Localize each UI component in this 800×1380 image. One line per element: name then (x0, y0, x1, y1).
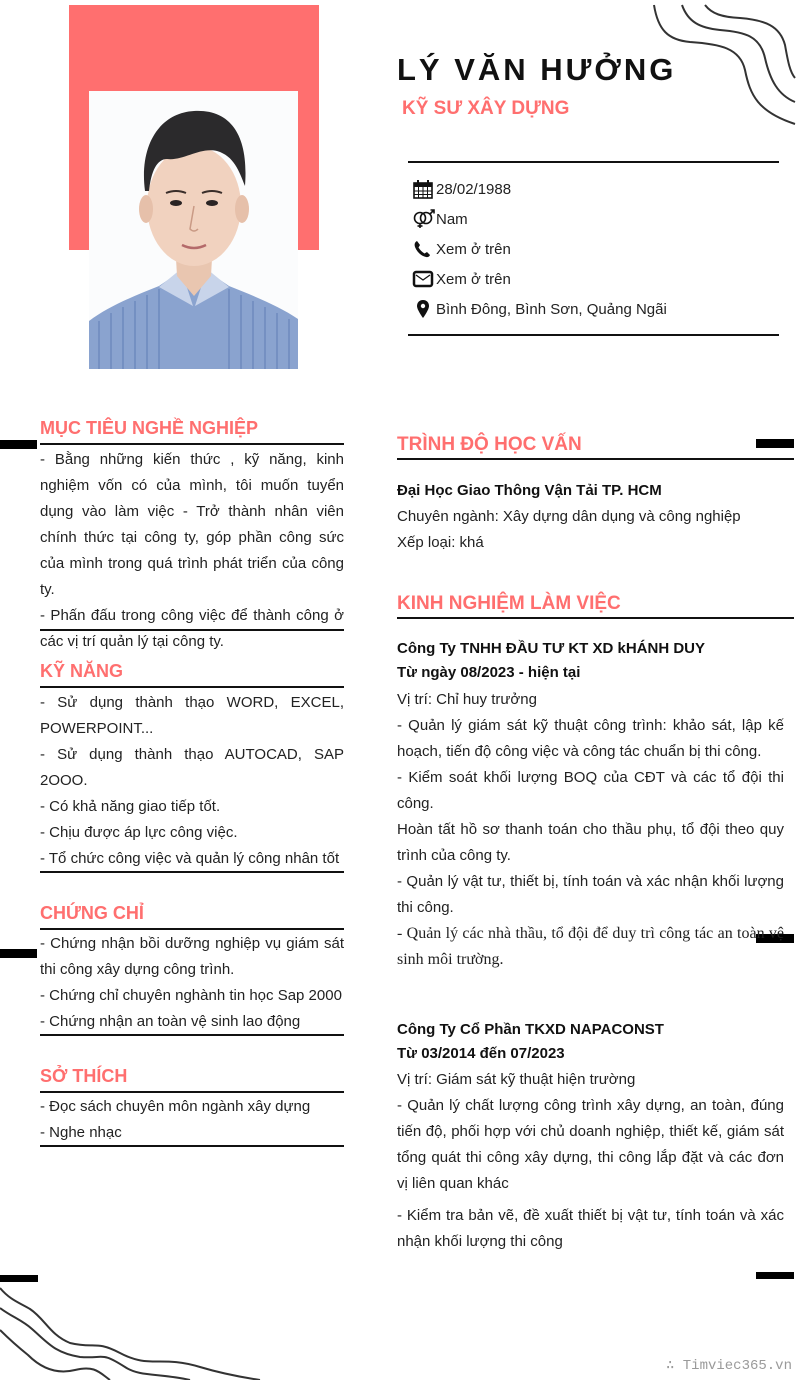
contact-address (412, 298, 667, 320)
divider (40, 443, 344, 445)
gender-value: Nam (436, 210, 468, 228)
divider (40, 1145, 344, 1147)
divider (40, 686, 344, 688)
job-duty: - Kiểm tra bản vẽ, đề xuất thiết bị vật tư, tính toán và xác nhận khối lượng thi công (397, 1207, 784, 1250)
section-title-education: TRÌNH ĐỘ HỌC VẤN (397, 434, 582, 455)
job-duty: - Quản lý vật tư, thiết bị, tính toán và xác nhận khối lượng thi công. (397, 873, 784, 916)
birthdate-value: 28/02/1988 (436, 180, 512, 198)
divider (397, 458, 794, 460)
portrait-icon (89, 91, 298, 369)
divider (40, 1034, 344, 1036)
side-marker (0, 949, 37, 958)
watermark: ∴ Timviec365.vn (665, 1358, 792, 1374)
job-header (397, 1018, 784, 1066)
divider (40, 1091, 344, 1093)
objective-line: - Bằng những kiến thức , kỹ năng, kinh nghiệm vốn có của mình, tôi muốn tuyển dụng vào làm việc - Trở thành nhân viên chính thức tại công ty, góp phần công sức của mình trong quá trình phát triển của công ty. (40, 451, 344, 598)
section-title-experience: KINH NGHIỆM LÀM VIỆC (397, 593, 621, 614)
phone-icon (412, 238, 436, 260)
decorative-waves-bottom-icon (0, 1285, 270, 1380)
address-value: Bình Đông, Bình Sơn, Quảng Ngãi (436, 300, 667, 318)
job-duty: - Kiểm soát khối lượng BOQ của CĐT và các tổ đội thi công. (397, 769, 784, 812)
job-duty: - Quản lý chất lượng công trình xây dựng, an toàn, đúng tiến độ, phối hợp với chủ doanh nghiệp, thiết kế, giám sát tổng quát thi công xây dựng, thi công lắp đặt và các đơn vị liên quan khác (397, 1097, 784, 1192)
avatar (89, 91, 298, 369)
certificate-item: - Chứng chỉ chuyên nghành tin học Sap 2000 (40, 987, 342, 1004)
section-title-objective: MỤC TIÊU NGHỀ NGHIỆP (40, 418, 259, 438)
job-duty: - Quản lý giám sát kỹ thuật công trình: khảo sát, lập kế hoạch, tiến độ công việc và công tác chuẩn bị thi công. (397, 717, 784, 760)
job-position: Vị trí: Chỉ huy trưởng (397, 691, 537, 708)
objective-line: - Phấn đấu trong công việc để thành công ở các vị trí quản lý tại công ty. (40, 607, 344, 650)
certificate-item: - Chứng nhận bồi dưỡng nghiệp vụ giám sát thi công xây dựng công trình. (40, 935, 344, 978)
phone-value: Xem ở trên (436, 240, 511, 258)
job-period: Từ 03/2014 đến 07/2023 (397, 1045, 565, 1062)
skill-item: - Tổ chức công việc và quản lý công nhân tốt (40, 850, 340, 867)
calendar-icon (412, 178, 436, 200)
education-grade: Xếp loại: khá (397, 534, 484, 551)
education-entry (397, 478, 784, 556)
education-major: Chuyên ngành: Xây dựng dân dụng và công nghiệp (397, 508, 741, 525)
job-period: Từ ngày 08/2023 - hiện tại (397, 664, 581, 681)
job-position: Vị trí: Giám sát kỹ thuật hiện trường (397, 1071, 636, 1088)
gender-icon (412, 208, 436, 230)
email-icon (412, 268, 436, 290)
job-title: KỸ SƯ XÂY DỰNG (402, 98, 570, 119)
contact-gender (412, 208, 468, 230)
hobby-item: - Nghe nhạc (40, 1124, 122, 1141)
skill-item: - Sử dụng thành thạo WORD, EXCEL, POWERPOINT... (40, 694, 344, 737)
certificates-list (40, 931, 344, 1035)
job-header (397, 637, 784, 685)
hobby-item: - Đọc sách chuyên môn ngành xây dựng (40, 1098, 311, 1115)
location-pin-icon (412, 298, 436, 320)
divider (40, 928, 344, 930)
job-duty: Hoàn tất hồ sơ thanh toán cho thầu phụ, tổ đội theo quy trình của công ty. (397, 821, 784, 864)
email-value: Xem ở trên (436, 270, 511, 288)
contact-info (408, 161, 779, 336)
job-company: Công Ty TNHH ĐẦU TƯ KT XD kHÁNH DUY (397, 640, 705, 657)
job-details (397, 1067, 784, 1255)
skill-item: - Có khả năng giao tiếp tốt. (40, 798, 221, 815)
job-company: Công Ty Cổ Phần TKXD NAPACONST (397, 1021, 664, 1038)
candidate-name: LÝ VĂN HƯỞNG (397, 52, 677, 87)
side-marker (756, 1272, 794, 1279)
contact-birthdate (412, 178, 511, 200)
school-name: Đại Học Giao Thông Vận Tải TP. HCM (397, 482, 662, 499)
side-marker (756, 439, 794, 448)
divider (40, 629, 344, 631)
hobbies-list (40, 1094, 344, 1146)
side-marker (0, 440, 37, 449)
side-marker (0, 1275, 38, 1282)
section-title-certificates: CHỨNG CHỈ (40, 903, 144, 923)
divider (40, 871, 344, 873)
contact-phone (412, 238, 511, 260)
skill-item: - Chịu được áp lực công việc. (40, 824, 238, 841)
skill-item: - Sử dụng thành thạo AUTOCAD, SAP 2OOO. (40, 746, 344, 789)
skills-list (40, 690, 344, 872)
section-title-skills: KỸ NĂNG (40, 661, 124, 681)
divider (397, 617, 794, 619)
job-duty: - Quản lý các nhà thầu, tổ đội để duy trì công tác an toàn vệ sinh môi trường. (397, 925, 784, 968)
objective-text (40, 447, 344, 655)
section-title-hobbies: SỞ THÍCH (40, 1066, 128, 1086)
contact-email (412, 268, 511, 290)
job-details (397, 687, 784, 973)
certificate-item: - Chứng nhận an toàn vệ sinh lao động (40, 1013, 301, 1030)
